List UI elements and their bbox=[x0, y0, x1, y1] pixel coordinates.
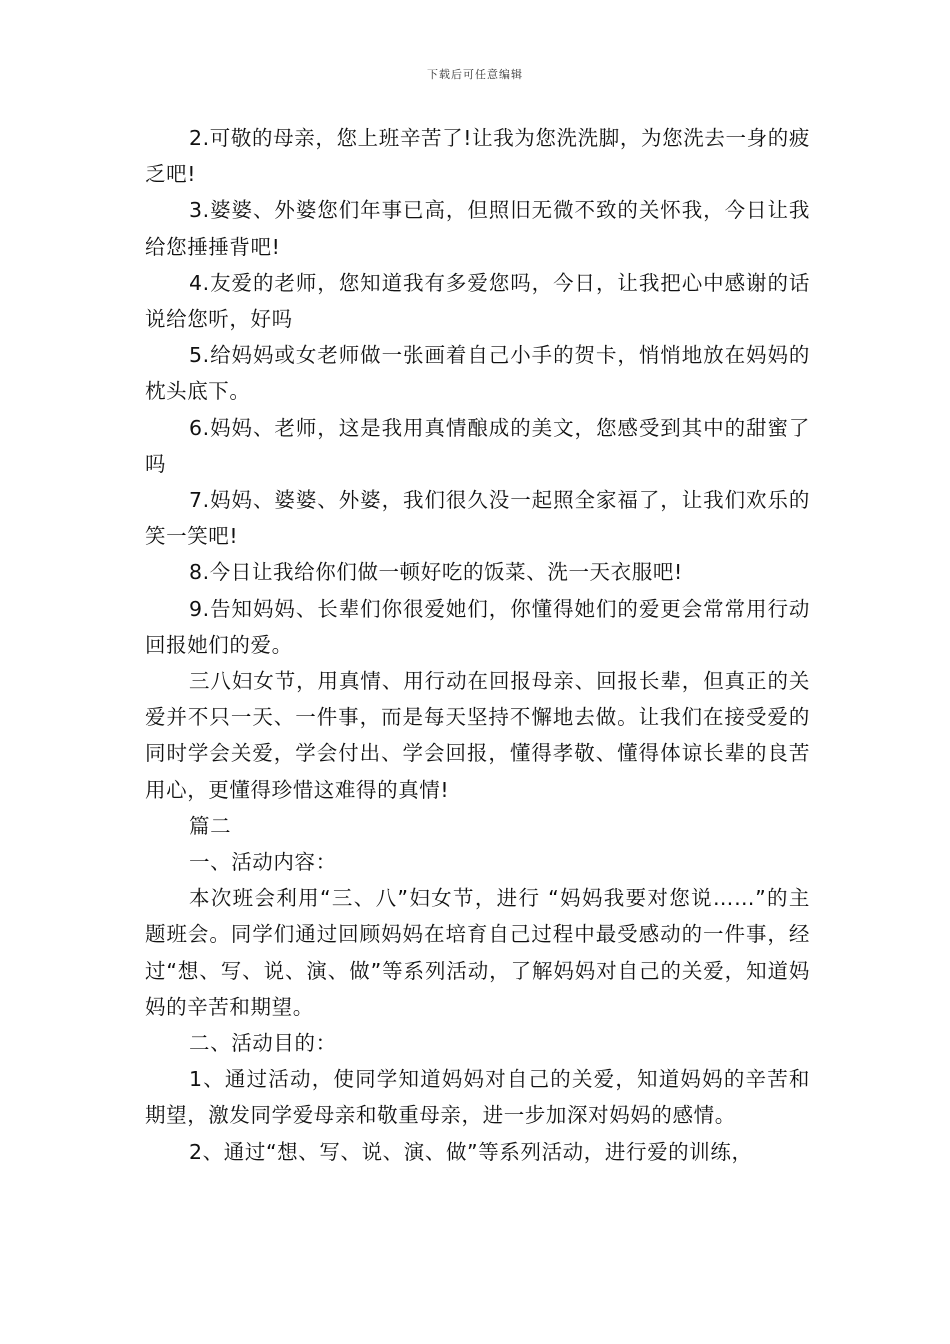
paragraph-item-6: 6.妈妈、老师，这是我用真情酿成的美文，您感受到其中的甜蜜了吗 bbox=[145, 415, 810, 476]
paragraph-item-8: 8.今日让我给你们做一顿好吃的饭菜、洗一天衣服吧! bbox=[189, 560, 683, 585]
paragraph-item-9: 9.告知妈妈、长辈们你很爱她们，你懂得她们的爱更会常常用行动回报她们的爱。 bbox=[145, 596, 810, 657]
paragraph-item-5: 5.给妈妈或女老师做一张画着自己小手的贺卡，悄悄地放在妈妈的枕头底下。 bbox=[145, 343, 810, 404]
paragraph-item-4: 4.友爱的老师，您知道我有多爱您吗，今日，让我把心中感谢的话说给您听，好吗 bbox=[145, 270, 810, 332]
subheading-activity-purpose: 二、活动目的： bbox=[189, 1031, 337, 1056]
paragraph-item-3: 3.婆婆、外婆您们年事已高，但照旧无微不致的关怀我，今日让我给您捶捶背吧! bbox=[145, 198, 810, 259]
purpose-item-1: 1、通过活动，使同学知道妈妈对自己的关爱，知道妈妈的辛苦和期望，激发同学爱母亲和敬重母亲，进一步加深对妈妈的感情。 bbox=[145, 1067, 810, 1128]
paragraph-item-7: 7.妈妈、婆婆、外婆，我们很久没一起照全家福了，让我们欢乐的笑一笑吧! bbox=[145, 488, 810, 549]
header-note: 下载后可任意编辑 bbox=[427, 68, 523, 81]
purpose-item-2: 2、通过“想、写、说、演、做”等系列活动，进行爱的训练， bbox=[189, 1139, 753, 1164]
document-body bbox=[145, 120, 810, 1170]
subheading-activity-content: 一、活动内容： bbox=[189, 850, 337, 875]
paragraph-item-2: 2.可敬的母亲，您上班辛苦了!让我为您洗洗脚，为您洗去一身的疲乏吧! bbox=[145, 126, 810, 187]
activity-content-paragraph: 本次班会利用“三、八”妇女节，进行 “妈妈我要对您说……”的主题班会。同学们通过回顾妈妈在培育自己过程中最受感动的一件事，经过“想、写、说、演、做”等系列活动，了解妈妈对自己的关爱，知道妈妈的辛苦和期望。 bbox=[145, 886, 810, 1019]
summary-paragraph: 三八妇女节，用真情、用行动在回报母亲、回报长辈，但真正的关爱并不只一天、一件事，而是每天坚持不懈地去做。让我们在接受爱的同时学会关爱，学会付出、学会回报，懂得孝敬、懂得体谅长辈的良苦用心，更懂得珍惜这难得的真情! bbox=[145, 669, 810, 802]
section-heading-part-two: 篇二 bbox=[189, 813, 232, 838]
